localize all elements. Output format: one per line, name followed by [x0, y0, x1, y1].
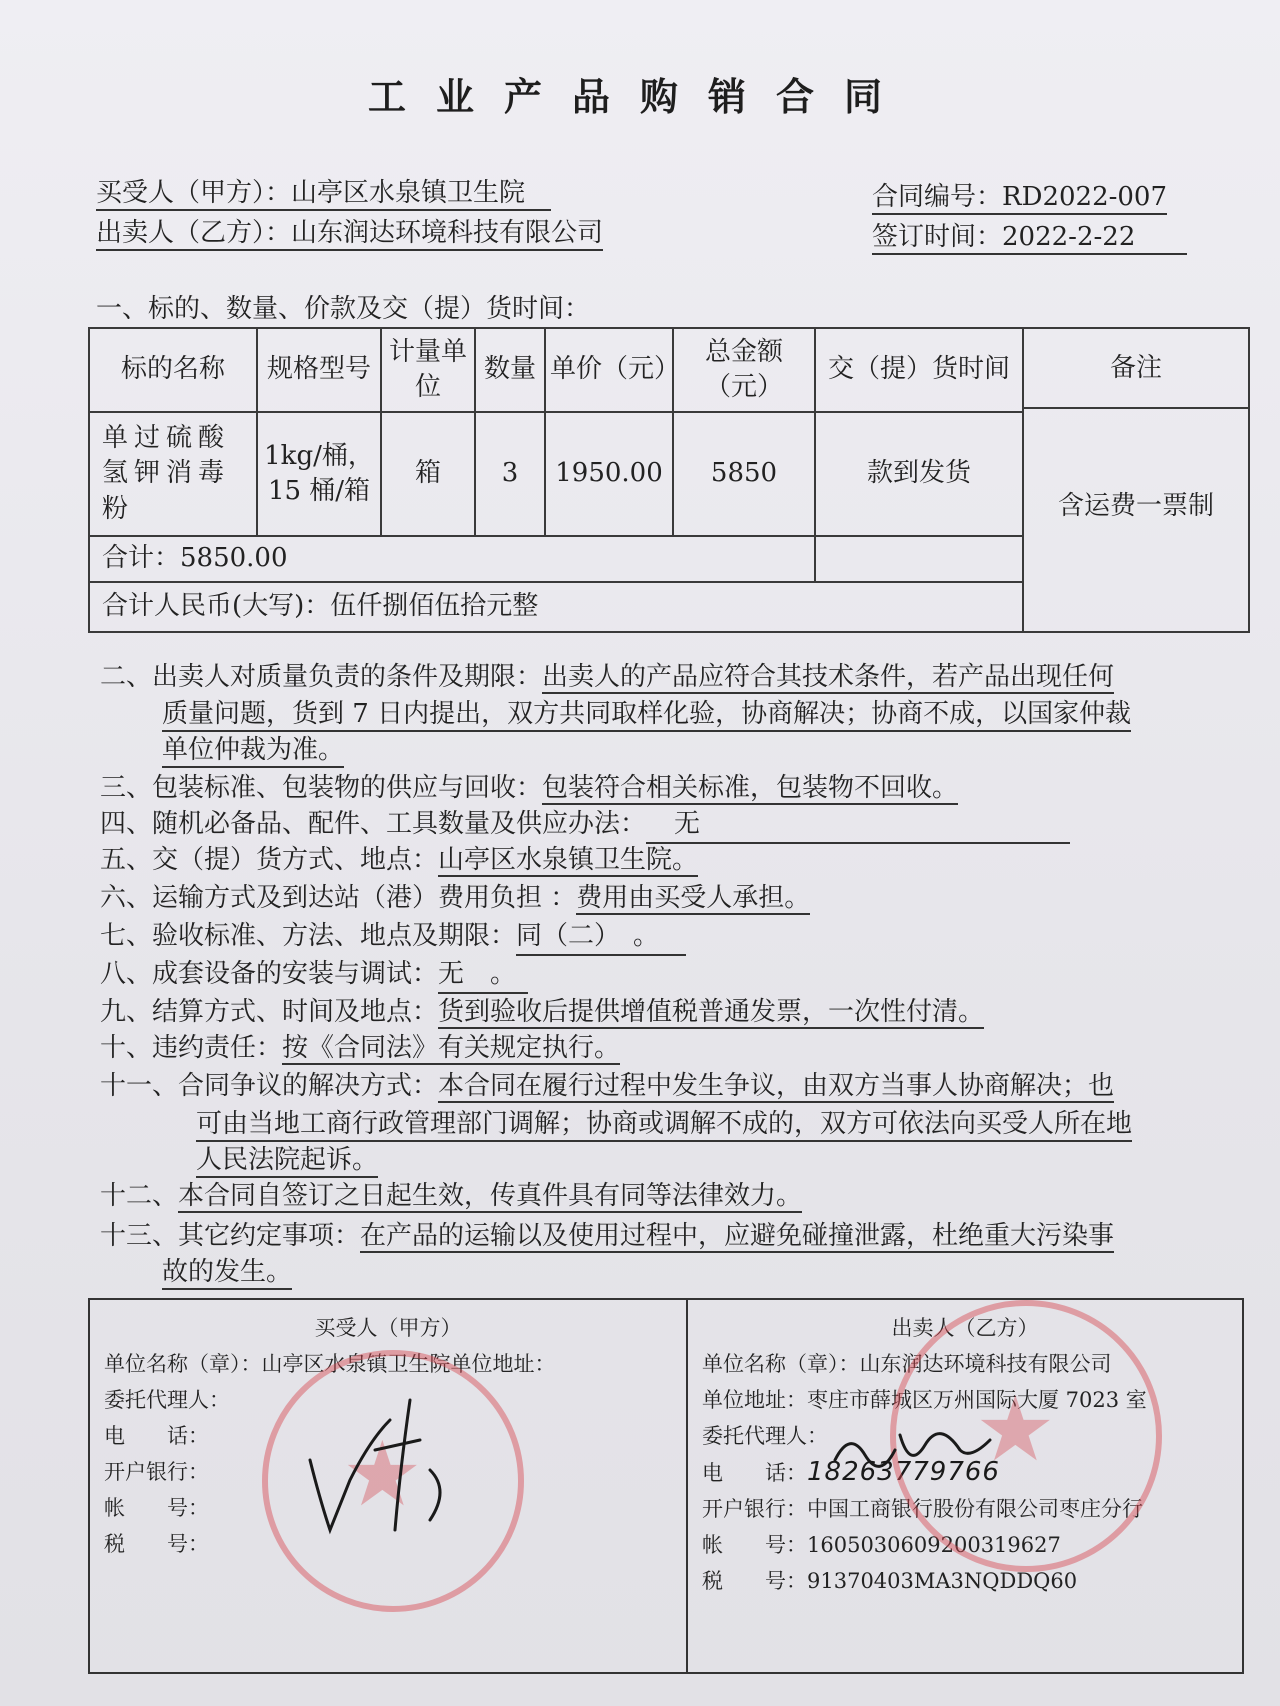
cell-spec: 1kg/桶，15 桶/箱: [257, 412, 381, 536]
clause-3-label: 三、包装标准、包装物的供应与回收：: [100, 773, 543, 803]
sum-empty-cell: [815, 536, 1023, 582]
header-price: 单价（元）: [545, 328, 673, 412]
clause-3-body: 包装符合相关标准，包装物不回收。: [542, 773, 959, 803]
clause-2-line-2: 质量问题，货到 7 日内提出，双方共同取样化验，协商解决；协商不成，以国家仲裁: [162, 699, 1131, 732]
clause-10-body: 按《合同法》有关规定执行。: [282, 1033, 621, 1063]
sum-rmb-cell: 合计人民币(大写)：伍仟捌佰伍拾元整: [89, 582, 1023, 632]
header-qty: 数量: [475, 328, 545, 412]
buyer-line: [96, 172, 551, 209]
clause-13: [100, 1218, 1114, 1254]
seller-phone-label: 电 话：: [702, 1461, 807, 1485]
header-delivery: 交（提）货时间: [815, 328, 1023, 412]
remark-column: [1023, 328, 1249, 632]
cell-total: 5850: [673, 412, 815, 536]
clause-2-label: 二、出卖人对质量负责的条件及期限：: [100, 662, 543, 692]
clause-7: [100, 918, 686, 956]
cell-qty: 3: [475, 412, 545, 536]
header-spec: 规格型号: [257, 328, 381, 412]
seller-agent: 委托代理人：: [702, 1424, 828, 1448]
sum-cell: 合计：5850.00: [89, 536, 815, 582]
cell-unit: 箱: [381, 412, 475, 536]
buyer-seal-star-icon: ★: [342, 1422, 423, 1527]
clause-9-body: 货到验收后提供增值税普通发票，一次性付清。: [438, 997, 985, 1027]
clause-13-cont: [162, 1254, 292, 1290]
clause-12-label: 十二、: [100, 1181, 179, 1211]
seller-bank: 开户银行：中国工商银行股份有限公司枣庄分行: [702, 1497, 1143, 1521]
seller-phone-line: [688, 1454, 1242, 1491]
seller-line: [96, 212, 603, 249]
seller-tax: 税 号：91370403MA3NQDDQ60: [702, 1569, 1078, 1593]
clause-3: [100, 770, 958, 806]
clause-13-line-1: 在产品的运输以及使用过程中，应避免碰撞泄露，杜绝重大污染事: [360, 1221, 1115, 1251]
cell-delivery: 款到发货: [815, 412, 1023, 536]
clause-10: [100, 1030, 620, 1066]
clause-8-body: 无 。: [438, 956, 528, 994]
buyer-phone: 电 话：: [104, 1424, 209, 1448]
clause-5: [100, 842, 698, 878]
header-name: 标的名称: [89, 328, 257, 412]
contract-no: RD2022-007: [1002, 182, 1168, 212]
clause-2-cont: [162, 696, 1131, 732]
buyer-label: 买受人（甲方）：: [96, 178, 292, 208]
clause-11-label: 十一、合同争议的解决方式：: [100, 1071, 439, 1101]
sign-date-label: 签订时间：: [872, 222, 1003, 252]
buyer-account: 帐 号：: [104, 1496, 209, 1520]
header-total: 总金额（元）: [673, 328, 815, 412]
clause-13-label: 十三、其它约定事项：: [100, 1221, 361, 1251]
clause-11-cont: [196, 1106, 1132, 1142]
clause-7-label: 七、验收标准、方法、地点及期限：: [100, 921, 517, 951]
clause-11: [100, 1068, 1114, 1104]
sign-date: 2022-2-22: [1002, 222, 1136, 252]
seller-address: 单位地址：枣庄市薛城区万州国际大厦 7023 室: [702, 1388, 1147, 1412]
clause-11-line-2: 可由当地工商行政管理部门调解；协商或调解不成的，双方可依法向买受人所在地: [196, 1109, 1132, 1142]
buyer-name: 山亭区水泉镇卫生院: [291, 178, 526, 208]
clause-11-line-1: 本合同在履行过程中发生争议，由双方当事人协商解决；也: [438, 1071, 1115, 1101]
table-header-row: [89, 328, 1249, 412]
buyer-bank: 开户银行：: [104, 1460, 209, 1484]
seller-name: 山东润达环境科技有限公司: [291, 218, 604, 248]
clause-11-line-3: 人民法院起诉。: [196, 1145, 378, 1178]
clause-6-label: 六、运输方式及到达站（港）费用负担 ：: [100, 883, 577, 913]
seller-signature-box: [686, 1298, 1244, 1674]
section1-title: 一、标的、数量、价款及交（提）货时间：: [96, 294, 591, 324]
clause-2-line-3: 单位仲裁为准。: [162, 735, 344, 768]
clause-12-body: 本合同自签订之日起生效，传真件具有同等法律效力。: [178, 1181, 803, 1211]
buyer-unit-name: 单位名称（章）：山亭区水泉镇卫生院单位地址：: [104, 1352, 556, 1376]
clause-10-label: 十、违约责任：: [100, 1033, 283, 1063]
clause-5-body: 山亭区水泉镇卫生院。: [438, 845, 699, 875]
clause-4-body: 无: [646, 806, 1070, 844]
seller-label: 出卖人（乙方）：: [96, 218, 292, 248]
clause-11-cont2: [196, 1142, 378, 1178]
buyer-tax: 税 号：: [104, 1532, 209, 1556]
clause-13-line-2: 故的发生。: [162, 1257, 292, 1290]
remark-value: 含运费一票制: [1057, 491, 1214, 522]
buyer-agent: 委托代理人：: [104, 1388, 230, 1412]
clause-5-label: 五、交（提）货方式、地点：: [100, 845, 439, 875]
contract-title: 工业产品购销合同: [367, 74, 912, 119]
buyer-box-title: 买受人（甲方）: [314, 1316, 462, 1340]
clause-6: [100, 880, 810, 916]
clause-12: [100, 1178, 802, 1214]
header-remark: 备注: [1024, 329, 1248, 409]
contract-no-line: [872, 176, 1167, 213]
seller-seal-star-icon: ★: [975, 1377, 1056, 1482]
clause-8-label: 八、成套设备的安装与调试：: [100, 959, 439, 989]
seller-box-title: 出卖人（乙方）: [891, 1316, 1039, 1340]
clause-2-cont2: [162, 732, 344, 768]
clause-7-body: 同（二） 。: [516, 918, 686, 956]
seller-account: 帐 号：1605030609200319627: [702, 1533, 1061, 1557]
clause-2-line-1: 出卖人的产品应符合其技术条件，若产品出现任何: [542, 662, 1115, 692]
cell-price: 1950.00: [545, 412, 673, 536]
sign-date-line: [872, 216, 1187, 253]
clause-6-body: 费用由买受人承担。: [576, 883, 811, 913]
clause-4: [100, 806, 1070, 844]
clause-9-label: 九、结算方式、时间及地点：: [100, 997, 439, 1027]
seller-unit-name: 单位名称（章）：山东润达环境科技有限公司: [702, 1352, 1112, 1376]
goods-table: [88, 327, 1250, 633]
clause-2: [100, 659, 1114, 695]
seller-phone-handwritten: 18263779766: [807, 1457, 1000, 1487]
contract-no-label: 合同编号：: [872, 182, 1003, 212]
clause-4-label: 四、随机必备品、配件、工具数量及供应办法：: [100, 809, 647, 839]
header-unit: 计量单位: [381, 328, 475, 412]
clause-8: [100, 956, 528, 994]
cell-name: 单过硫酸氢钾消毒粉: [89, 412, 257, 536]
clause-9: [100, 994, 984, 1030]
